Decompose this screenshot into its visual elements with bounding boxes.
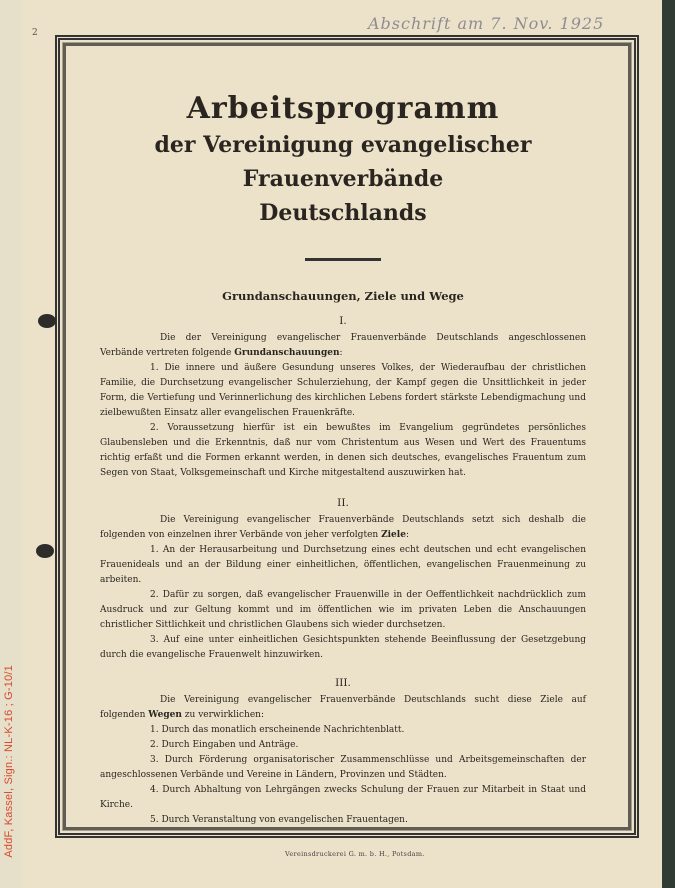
section-2-intro: Die Vereinigung evangelischer Frauenverbände Deutschlands setzt sich deshalb die folgenden von einzelnen ihrer Verbände von jeher verfolgten Ziele:	[100, 515, 586, 540]
corner-mark: 2	[32, 28, 38, 38]
document-content	[100, 90, 586, 828]
printer-imprint: Vereinsdruckerei G. m. b. H., Potsdam.	[285, 850, 425, 858]
document-title: Arbeitsprogramm	[186, 91, 500, 126]
section-2-item: 3. Auf eine unter einheitlichen Gesichtspunkten stehende Beeinflussung der Gesetzgebung durch die evangelische Frauenwelt hinzuwirken.	[100, 635, 586, 660]
archive-strip	[0, 0, 22, 888]
section-2-item: 1. An der Herausarbeitung und Durchsetzung eines echt deutschen und echt evangelischen Frauenideals und an der Bildung einer einheitlichen, öffentlichen, evangelischen Frauenmeinung zu arbeiten.	[100, 545, 586, 585]
section-2-numeral: II.	[337, 497, 349, 509]
document-title-line3: Deutschlands	[259, 200, 427, 226]
section-3-item: 3. Durch Förderung organisatorischer Zusammenschlüsse und Arbeitsgemeinschaften der angeschlossenen Verbände und Vereine in Ländern, Provinzen und Städten.	[100, 755, 586, 780]
section-1-item: 2. Voraussetzung hierfür ist ein bewußtes im Evangelium gegründetes persönliches Glaubensleben und die Erkenntnis, daß nur vom Christentum aus Wesen und Wert des Frauentums richtig erfaßt und die Formen erkannt werden, in denen sich deutsches, evangelisches Frauentum zum Segen von Staat, Volksgemeinschaft und Kirche mitgestaltend auszuwirken hat.	[100, 423, 586, 478]
section-subheading: Grundanschauungen, Ziele und Wege	[222, 289, 464, 303]
page-edge	[662, 0, 675, 888]
section-3-item: 1. Durch das monatlich erscheinende Nachrichtenblatt.	[150, 725, 405, 735]
punch-hole-top	[38, 314, 56, 328]
section-3-item: 4. Durch Abhaltung von Lehrgängen zwecks Schulung der Frauen zur Mitarbeit in Staat und Kirche.	[100, 785, 586, 810]
archive-signature-label: AddF, Kassel, Sign.: NL-K-16 ; G-10/1	[3, 665, 15, 858]
section-3-numeral: III.	[335, 677, 351, 689]
handwritten-pencil-note: Abschrift am 7. Nov. 1925	[368, 14, 605, 33]
section-3-intro: Die Vereinigung evangelischer Frauenverbände Deutschlands sucht diese Ziele auf folgenden Wegen zu verwirklichen:	[100, 695, 586, 720]
section-1-item: 1. Die innere und äußere Gesundung unseres Volkes, der Wiederaufbau der christlichen Familie, die Durchsetzung evangelischer Schulerziehung, der Kampf gegen die Unsittlichkeit in jeder Form, die Vertiefung und Verinnerlichung des kirchlichen Lebens fordert stärkste Lebendigmachung und zielbewußten Einsatz aller evangelischen Frauenkräfte.	[100, 363, 586, 418]
title-divider	[305, 258, 381, 261]
section-3-item: 2. Durch Eingaben und Anträge.	[150, 740, 299, 750]
section-3-item: 5. Durch Veranstaltung von evangelischen Frauentagen.	[150, 815, 408, 825]
document-title-line2: der Vereinigung evangelischer Frauenverbände	[154, 132, 532, 192]
section-1-numeral: I.	[339, 315, 347, 327]
section-1-intro: Die der Vereinigung evangelischer Frauenverbände Deutschlands angeschlossenen Verbände vertreten folgende Grundanschauungen:	[100, 333, 586, 358]
section-2-item: 2. Dafür zu sorgen, daß evangelischer Frauenwille in der Oeffentlichkeit nachdrücklich zum Ausdruck und zur Geltung kommt und im öffentlichen wie im privaten Leben die Anschauungen christlicher Sittlichkeit und christlichen Glaubens sich wieder durchsetzen.	[100, 590, 586, 630]
punch-hole-bottom	[36, 544, 54, 558]
